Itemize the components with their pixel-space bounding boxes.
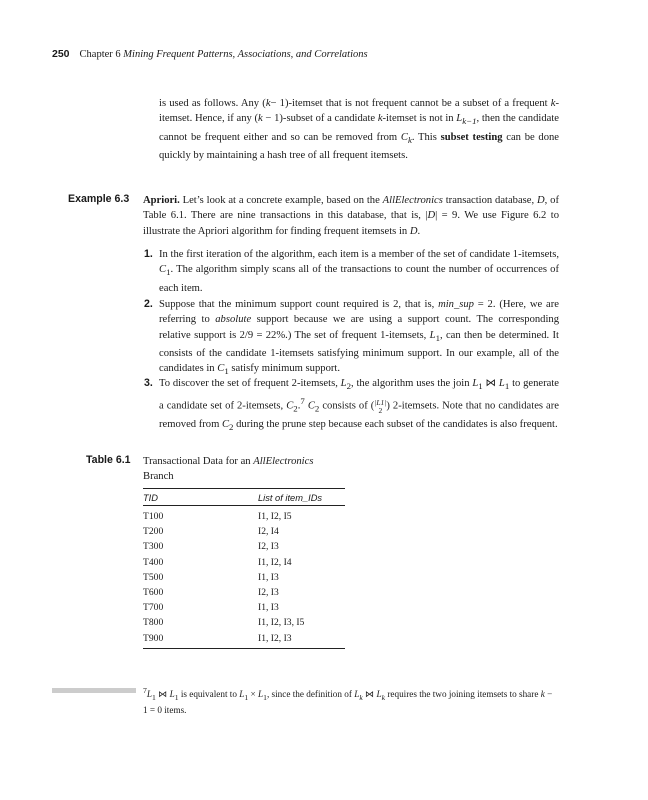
chapter-title: Mining Frequent Patterns, Associations, and Correlations <box>123 49 368 60</box>
page-number: 250 <box>52 48 70 60</box>
table-row: T300 I2, I3 <box>143 541 279 553</box>
table-row: T600 I2, I3 <box>143 586 279 598</box>
list-item: 2. Suppose that the minimum support count required is 2, that is, min_sup = 2. (Here, we are referring to absolute support because we are using a support count. The corresponding relative support is 2/9 = 22%.) The set of frequent 1-itemsets, $L_1$, can then be determined. It consists of the candidate 1-itemsets satisfying minimum support. In our example, all of the candidates in $C_1$ satisfy minimum support. <box>144 298 559 377</box>
column-header-tid: TID <box>143 493 158 503</box>
table-row: T700 I1, I3 <box>143 602 279 614</box>
item-number: 1. <box>144 248 153 260</box>
table-row: T500 I1, I3 <box>143 571 279 583</box>
running-head <box>52 48 368 60</box>
transaction-table <box>143 488 345 649</box>
list-item: 3. To discover the set of frequent 2-itemsets, $L_2$, the algorithm uses the join $L_1$ ⋈ $L_1$ to generate a candidate set of 2-itemsets, $C_2.^7$ $C_2$ consists of ( |L1| 2 ) 2-itemsets. Note that no candidates are removed from $C_2$ during the prune step because each subset of the candidates is also frequent. <box>144 377 559 433</box>
footnote-separator <box>52 688 136 693</box>
item-number: 2. <box>144 298 153 310</box>
item-number: 3. <box>144 377 153 389</box>
example-label: Example 6.3 <box>68 193 130 205</box>
intro-paragraph: is used as follows. Any (k− 1)-itemset that is not frequent cannot be a subset of a frequent k-itemset. Hence, if any (k − 1)-subset of a candidate k-itemset is not in $L_{k-1}$, then the candidate cannot be frequent either and so can be removed from $C_k$. This subset testing can be done quickly by maintaining a hash tree of all frequent itemsets. <box>159 98 559 162</box>
chapter-label: Chapter 6 <box>79 49 121 60</box>
table-row: T800 I1, I2, I3, I5 <box>143 617 305 629</box>
subset-testing-term: subset testing <box>440 131 503 143</box>
table-bottom-rule <box>143 648 345 649</box>
table-row: T200 I2, I4 <box>143 526 279 538</box>
footnote: $^7L_1$ ⋈ $L_1$ is equivalent to $L_1 \times L_1$, since the definition of $L_k$ ⋈ $L_k$ requires the two joining itemsets to share k − 1 = 0 items. <box>143 686 553 716</box>
footnote-ref: 7 <box>300 396 305 407</box>
table-label: Table 6.1 <box>86 454 131 466</box>
table-caption: Transactional Data for an AllElectronics Branch <box>143 456 314 483</box>
example-heading: Apriori. <box>143 195 180 206</box>
example-paragraph: Apriori. Let’s look at a concrete example, based on the AllElectronics transaction database, D, of Table 6.1. There are nine transactions in this database, that is, |D| = 9. We use Figure 6.2 to illustrate the Apriori algorithm for finding frequent itemsets in D. <box>143 195 559 237</box>
column-header-items: List of item_IDs <box>258 493 323 503</box>
list-item: 1. In the first iteration of the algorithm, each item is a member of the set of candidate 1-itemsets, $C_1$. The algorithm simply scans all of the transactions to count the number of occurrences of each item. <box>144 248 559 294</box>
table-header <box>143 489 345 505</box>
table-row: T900 I1, I2, I3 <box>143 632 292 644</box>
table-row: T400 I1, I2, I4 <box>143 556 292 568</box>
table-row: T100 I1, I2, I5 <box>143 511 292 522</box>
footnote-mark: 7 <box>143 686 147 695</box>
